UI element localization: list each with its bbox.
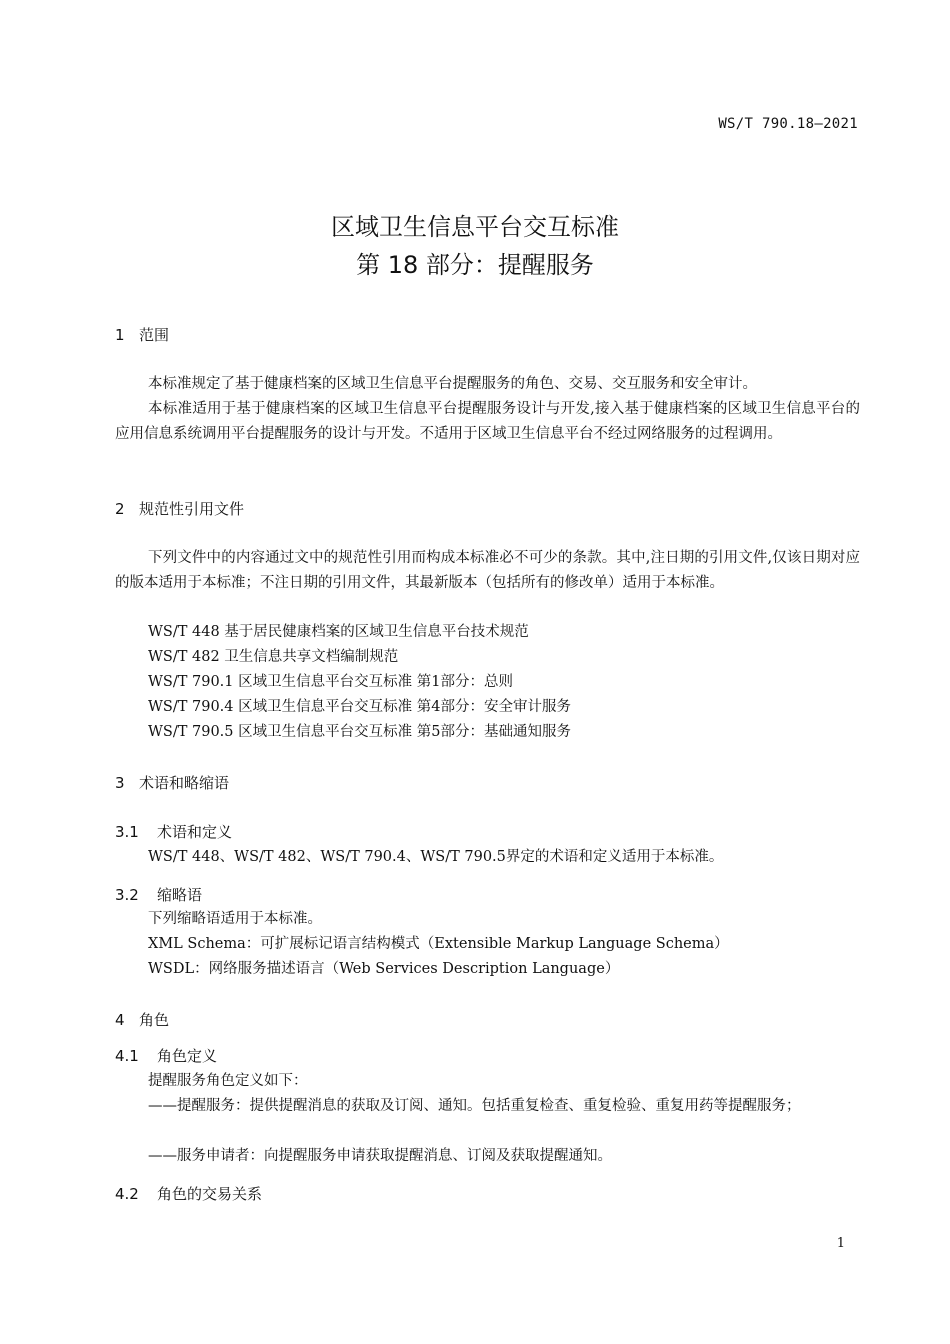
reference-item: WS/T 790.1 区域卫生信息平台交互标准 第1部分：总则	[148, 674, 513, 690]
section-3-heading	[115, 772, 229, 793]
subsection-title: 缩略语	[157, 886, 203, 904]
section-number: 1	[115, 326, 125, 344]
subsection-number: 4.1	[115, 1047, 139, 1065]
list-item: ——服务申请者：向提醒服务申请获取提醒消息、订阅及获取提醒通知。	[148, 1148, 612, 1164]
section-4-heading	[115, 1009, 169, 1030]
subsection-title: 角色的交易关系	[157, 1185, 263, 1203]
subsection-number: 4.2	[115, 1185, 139, 1203]
subsection-3-2-heading	[115, 884, 202, 905]
paragraph: 下列文件中的内容通过文中的规范性引用而构成本标准必不可少的条款。其中,注日期的引用文件,仅该日期对应的版本适用于本标准；不注日期的引用文件，其最新版本（包括所有的修改单）适用于本标准。	[115, 550, 860, 591]
section-number: 3	[115, 774, 125, 792]
subsection-number: 3.2	[115, 886, 139, 904]
page-number: 1	[836, 1236, 845, 1251]
paragraph: 提醒服务角色定义如下：	[148, 1073, 308, 1089]
subsection-title: 术语和定义	[157, 823, 233, 841]
section-number: 4	[115, 1011, 125, 1029]
subsection-number: 3.1	[115, 823, 139, 841]
section-2-heading	[115, 498, 244, 519]
paragraph: 本标准适用于基于健康档案的区域卫生信息平台提醒服务设计与开发,接入基于健康档案的区域卫生信息平台的应用信息系统调用平台提醒服务的设计与开发。不适用于区域卫生信息平台不经过网络服务的过程调用。	[115, 401, 860, 442]
reference-item: WS/T 790.5 区域卫生信息平台交互标准 第5部分：基础通知服务	[148, 724, 571, 740]
reference-item: WS/T 790.4 区域卫生信息平台交互标准 第4部分：安全审计服务	[148, 699, 571, 715]
document-subtitle: 第 18 部分：提醒服务	[356, 251, 594, 279]
list-item: ——提醒服务：提供提醒消息的获取及订阅、通知。包括重复检查、重复检验、重复用药等提醒服务；	[148, 1098, 801, 1114]
reference-item: WS/T 482 卫生信息共享文档编制规范	[148, 649, 399, 665]
subsection-4-1-heading	[115, 1045, 217, 1066]
standard-code: WS/T 790.18—2021	[718, 116, 858, 132]
section-number: 2	[115, 500, 125, 518]
document-title: 区域卫生信息平台交互标准	[331, 213, 619, 241]
section-title: 术语和略缩语	[139, 774, 230, 792]
section-title: 规范性引用文件	[139, 500, 245, 518]
subsection-3-1-heading	[115, 821, 232, 842]
paragraph: WS/T 448、WS/T 482、WS/T 790.4、WS/T 790.5界定的术语和定义适用于本标准。	[148, 849, 724, 865]
abbreviation-item: WSDL：网络服务描述语言（Web Services Description Language）	[148, 961, 620, 977]
reference-item: WS/T 448 基于居民健康档案的区域卫生信息平台技术规范	[148, 624, 529, 640]
paragraph: 下列缩略语适用于本标准。	[148, 911, 322, 927]
subsection-4-2-heading	[115, 1183, 262, 1204]
section-1-heading	[115, 324, 169, 345]
subsection-title: 角色定义	[157, 1047, 218, 1065]
section-title: 角色	[139, 1011, 170, 1029]
paragraph: 本标准规定了基于健康档案的区域卫生信息平台提醒服务的角色、交易、交互服务和安全审计。	[148, 376, 757, 392]
abbreviation-item: XML Schema：可扩展标记语言结构模式（Extensible Markup Language Schema）	[148, 936, 729, 952]
section-title: 范围	[139, 326, 170, 344]
